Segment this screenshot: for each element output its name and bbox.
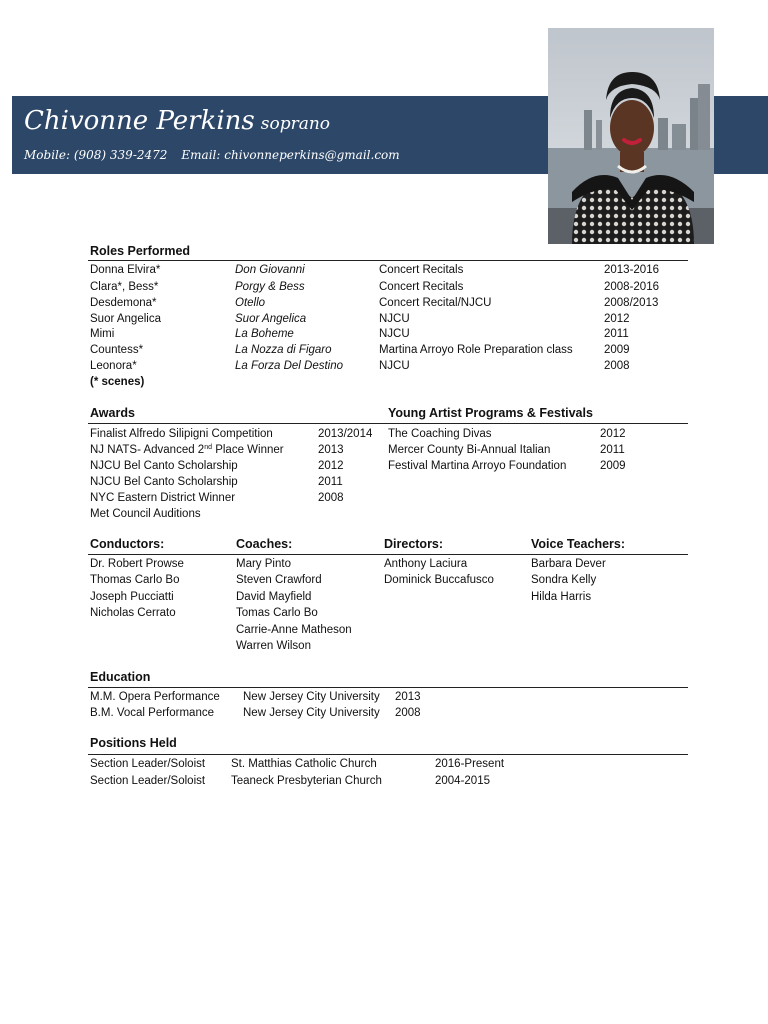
voice-teachers-title: Voice Teachers: [531,537,626,551]
mobile-number: Mobile: (908) 339-2472 [24,148,168,162]
role-venue: Concert Recital/NJCU [379,297,492,309]
voice-teacher-name: Sondra Kelly [531,574,597,587]
position-role: Section Leader/Soloist [90,758,206,770]
roles-divider [88,260,688,261]
role-years: 2009 [604,344,630,356]
role-name: Leonora* [90,360,137,372]
role-venue: Concert Recitals [379,281,464,293]
email-address[interactable]: Email: chivonneperkins@gmail.com [181,148,400,162]
role-venue: Martina Arroyo Role Preparation class [379,344,573,356]
conductor-name: Thomas Carlo Bo [90,574,180,587]
singer-name: Chivonne Perkins [24,106,255,136]
position-years: 2004-2015 [435,774,490,787]
award-name: NYC Eastern District Winner [90,492,236,504]
director-name: Dominick Buccafusco [384,574,494,587]
coach-name: Tomas Carlo Bo [236,607,318,620]
position-place: St. Matthias Catholic Church [231,758,377,770]
contact-line [24,148,400,162]
role-years: 2013-2016 [604,264,659,276]
degree-name: B.M. Vocal Performance [90,707,214,719]
opera-title: Don Giovanni [235,264,305,276]
education-divider [88,687,688,688]
award-name: NJ NATS- Advanced 2nd Place Winner [90,444,284,456]
school-name: New Jersey City University [243,707,380,719]
awards-divider [88,423,688,424]
voice-teacher-name: Hilda Harris [531,590,592,603]
conductors-title: Conductors: [90,537,165,551]
positions-divider [88,754,688,755]
award-name: NJCU Bel Canto Scholarship [90,460,238,472]
program-year: 2012 [600,428,626,440]
award-year: 2013/2014 [318,428,373,440]
school-name: New Jersey City University [243,691,380,703]
role-name: Countess* [90,344,144,356]
coach-name: David Mayfield [236,590,312,603]
program-year: 2011 [600,444,625,456]
awards-section-title: Awards [90,406,135,420]
voice-type: soprano [260,114,331,134]
award-name: NJCU Bel Canto Scholarship [90,476,238,488]
degree-year: 2008 [395,707,421,719]
coaches-title: Coaches: [236,537,293,551]
conductor-name: Nicholas Cerrato [90,607,176,620]
position-place: Teaneck Presbyterian Church [231,774,382,787]
opera-title: La Boheme [235,328,294,340]
programs-section-title: Young Artist Programs & Festivals [388,406,593,420]
degree-name: M.M. Opera Performance [90,691,220,703]
program-name: Festival Martina Arroyo Foundation [388,460,567,472]
role-name: Donna Elvira* [90,264,161,276]
award-name: Met Council Auditions [90,508,201,520]
role-venue: NJCU [379,313,410,325]
role-name: Mimi [90,328,115,340]
award-year: 2011 [318,476,343,488]
role-years: 2008-2016 [604,281,659,293]
roles-note: (* scenes) [90,376,145,388]
role-name: Suor Angelica [90,313,161,325]
program-name: The Coaching Divas [388,428,492,440]
role-years: 2008/2013 [604,297,659,309]
role-venue: NJCU [379,360,410,372]
coach-name: Warren Wilson [236,640,311,652]
role-name: Clara*, Bess* [90,281,159,293]
award-year: 2012 [318,460,344,472]
conductor-name: Joseph Pucciatti [90,590,174,603]
position-years: 2016-Present [435,758,505,770]
education-section-title: Education [90,670,151,684]
degree-year: 2013 [395,691,421,703]
role-venue: Concert Recitals [379,264,464,276]
directors-title: Directors: [384,537,444,551]
singer-name-line [24,106,330,136]
opera-title: Suor Angelica [235,313,307,325]
coach-name: Steven Crawford [236,574,322,587]
role-years: 2011 [604,328,629,340]
award-year: 2013 [318,444,344,456]
award-name: Finalist Alfredo Silipigni Competition [90,428,273,440]
headshot-photo [548,28,714,244]
coach-name: Carrie-Anne Matheson [236,623,352,636]
roles-section-title: Roles Performed [90,244,191,258]
conductor-name: Dr. Robert Prowse [90,558,184,570]
positions-section-title: Positions Held [90,736,177,750]
program-year: 2009 [600,460,626,472]
role-name: Desdemona* [90,297,157,309]
program-name: Mercer County Bi-Annual Italian [388,444,551,456]
opera-title: Porgy & Bess [235,281,305,293]
role-years: 2008 [604,360,630,372]
role-years: 2012 [604,313,630,325]
opera-title: La Forza Del Destino [235,360,344,372]
coach-name: Mary Pinto [236,558,291,570]
people-divider [88,554,688,555]
director-name: Anthony Laciura [384,558,468,570]
opera-title: Otello [235,297,266,309]
opera-title: La Nozza di Figaro [235,344,332,356]
position-role: Section Leader/Soloist [90,774,206,787]
award-year: 2008 [318,492,344,504]
role-venue: NJCU [379,328,410,340]
voice-teacher-name: Barbara Dever [531,558,606,570]
